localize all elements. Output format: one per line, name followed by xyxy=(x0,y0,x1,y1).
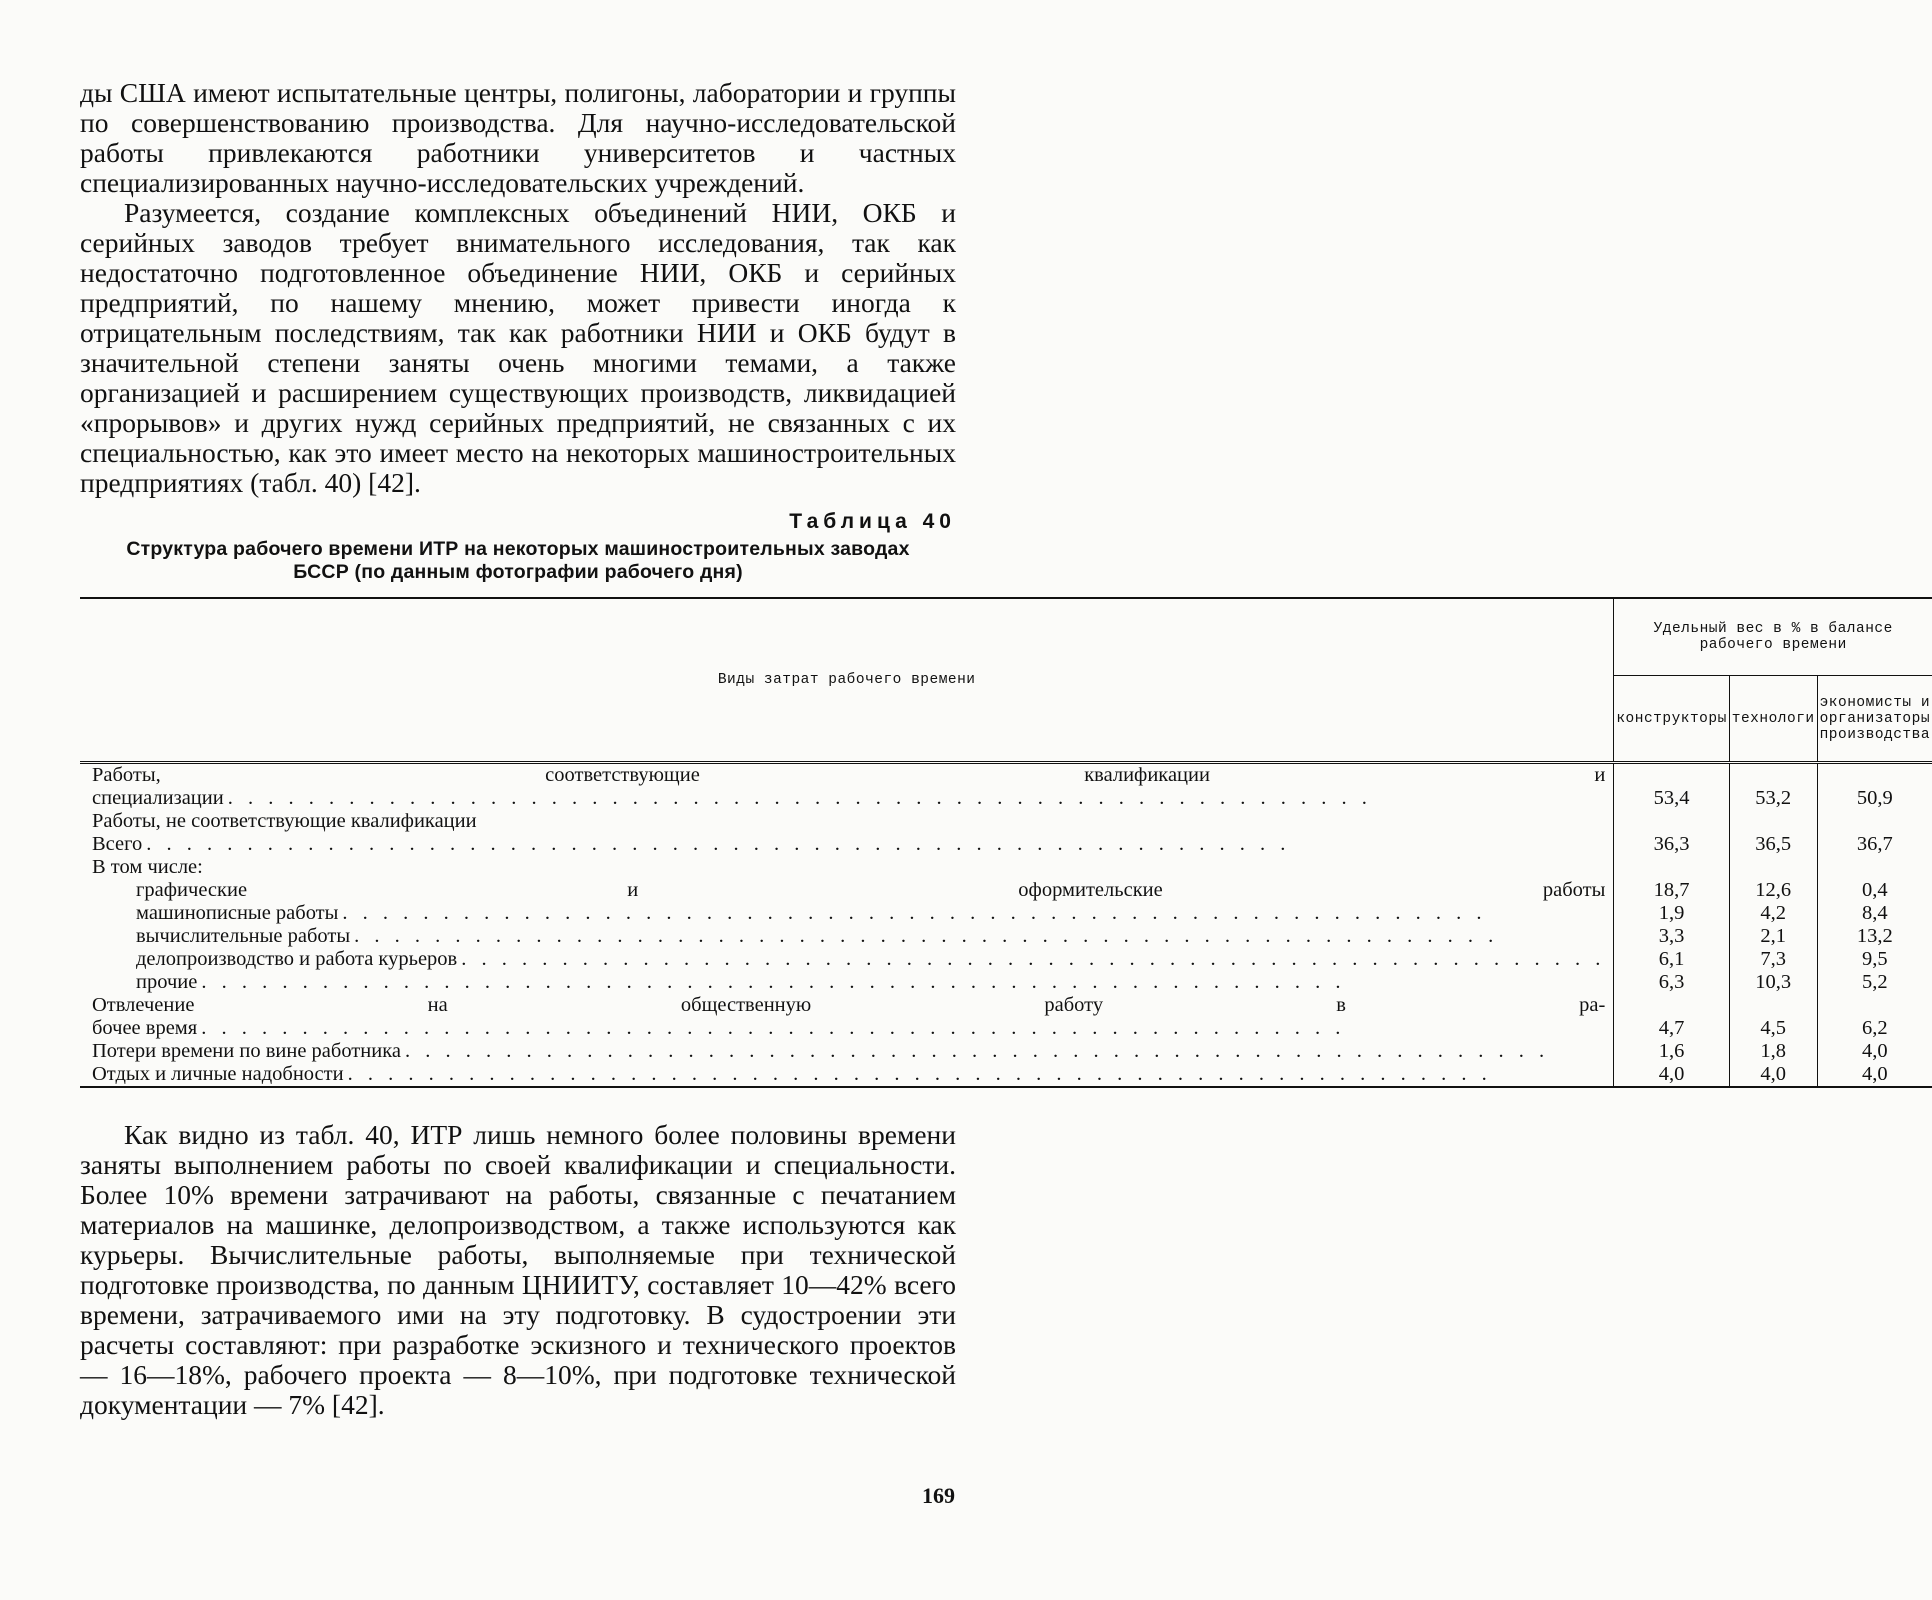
row-label-line: Отвлечение на общественную работу в ра- xyxy=(92,994,1606,1016)
cell-value: 18,7 xyxy=(1614,879,1729,902)
cell-value: 36,7 xyxy=(1856,833,1893,855)
cell-value: 4,7 xyxy=(1614,994,1729,1040)
cell-value: 13,2 xyxy=(1856,925,1893,947)
page-content xyxy=(80,77,1931,1420)
table-row xyxy=(80,879,1932,902)
table-title-line2: БССР (по данным фотографии рабочего дня) xyxy=(293,561,743,583)
paragraph-top: ды США имеют испытательные центры, полигоны, лаборатории и группы по совершенствованию производства. Для научно-исследовательской работы привлекаются работники университетов и частных специализированных научно-исследовательских учреждений. xyxy=(80,77,956,198)
cell-value: 9,5 xyxy=(1862,948,1888,970)
cell-value: 5,2 xyxy=(1862,971,1888,993)
table-row xyxy=(80,948,1932,971)
row-label: В том числе: xyxy=(92,856,203,878)
cell-value: 8,4 xyxy=(1862,902,1888,924)
header-share-group: Удельный вес в % в балансе рабочего времени xyxy=(1614,598,1932,676)
cell-value: 4,0 xyxy=(1862,1063,1888,1085)
table-row xyxy=(80,810,1932,856)
row-label: прочие xyxy=(136,971,198,993)
cell-value: 0,4 xyxy=(1862,879,1888,901)
table-row xyxy=(80,971,1932,994)
row-label: бочее время xyxy=(92,1017,198,1039)
cell-value: 4,0 xyxy=(1614,1063,1729,1087)
cell-value: 6,2 xyxy=(1862,1017,1888,1039)
row-label: делопроизводство и работа курьеров xyxy=(136,948,458,970)
row-label-line: Работы, не соответствующие квалификации xyxy=(92,810,477,832)
paragraph-middle: Разумеется, создание комплексных объединений НИИ, ОКБ и серийных заводов требует внимательного исследования, так как недостаточно подготовленное объединение НИИ, ОКБ и серийных предприятий, по нашему мнению, может привести иногда к отрицательным последствиям, так как работники НИИ и ОКБ будут в значительной степени заняты очень многими темами, а также организацией и расширением существующих производств, ликвидацией «прорывов» и других нужд серийных предприятий, не связанных с их специальностью, как это имеет место на некоторых машиностроительных предприятиях (табл. 40) [42]. xyxy=(80,197,956,498)
row-label: графические и оформительские работы xyxy=(136,879,1606,901)
cell-value: 50,9 xyxy=(1856,787,1893,809)
cell-value: 2,1 xyxy=(1729,925,1817,948)
paragraph-bottom: Как видно из табл. 40, ИТР лишь немного более половины времени заняты выполнением работы по своей квалификации и специальности. Более 10% времени затрачивают на работы, связанные с печатанием материалов на машинке, делопроизводством, а также используются как курьеры. Вычислительные работы, выполняемые при технической подготовке производства, по данным ЦНИИТУ, составляет 10—42% всего времени, затрачиваемого ими на эту подготовку. В судостроении эти расчеты составляют: при разработке эскизного и технического проектов — 16—18%, рабочего проекта — 8—10%, при подготовке технической документации — 7% [42]. xyxy=(80,1119,956,1420)
cell-value: 4,2 xyxy=(1729,902,1817,925)
table-title-line1: Структура рабочего времени ИТР на некоторых машиностроительных заводах xyxy=(126,538,910,560)
table-row xyxy=(80,1040,1932,1063)
cell-value: 36,5 xyxy=(1729,810,1817,856)
cell-value: 6,3 xyxy=(1614,971,1729,994)
table-row xyxy=(80,856,1932,879)
row-label: специализации xyxy=(92,787,224,809)
table-row xyxy=(80,902,1932,925)
table-row xyxy=(80,1063,1932,1087)
header-cost-types: Виды затрат рабочего времени xyxy=(80,598,1614,763)
cell-value: 53,2 xyxy=(1729,763,1817,811)
cell-value: 53,4 xyxy=(1614,763,1729,811)
cell-value: 4,5 xyxy=(1729,994,1817,1040)
work-time-table xyxy=(80,597,1932,1088)
table-row xyxy=(80,925,1932,948)
cell-value: 3,3 xyxy=(1614,925,1729,948)
cell-value: 1,8 xyxy=(1729,1040,1817,1063)
row-label: машинописные работы xyxy=(136,902,339,924)
cell-value: 4,0 xyxy=(1862,1040,1888,1062)
table-row xyxy=(80,763,1932,811)
table-title xyxy=(80,538,956,584)
header-technologists: технологи xyxy=(1729,676,1817,763)
cell-value: 7,3 xyxy=(1729,948,1817,971)
row-label: Всего xyxy=(92,833,143,855)
row-label-line: Работы, соответствующие квалификации и xyxy=(92,764,1606,786)
cell-value: 10,3 xyxy=(1729,971,1817,994)
table-label: Таблица 40 xyxy=(789,510,956,533)
row-label: Потери времени по вине работника xyxy=(92,1040,401,1062)
cell-value: 12,6 xyxy=(1729,879,1817,902)
table-row xyxy=(80,994,1932,1040)
row-label: вычислительные работы xyxy=(136,925,351,947)
row-label: Отдых и личные надобности xyxy=(92,1063,344,1085)
cell-value: 1,6 xyxy=(1614,1040,1729,1063)
cell-value: 4,0 xyxy=(1729,1063,1817,1087)
cell-value: 36,3 xyxy=(1614,810,1729,856)
cell-value: 1,9 xyxy=(1614,902,1729,925)
header-economists: экономисты и организаторы производства xyxy=(1817,676,1932,763)
header-constructors: конструкторы xyxy=(1614,676,1729,763)
page-number: 169 xyxy=(922,1483,955,1508)
cell-value: 6,1 xyxy=(1614,948,1729,971)
